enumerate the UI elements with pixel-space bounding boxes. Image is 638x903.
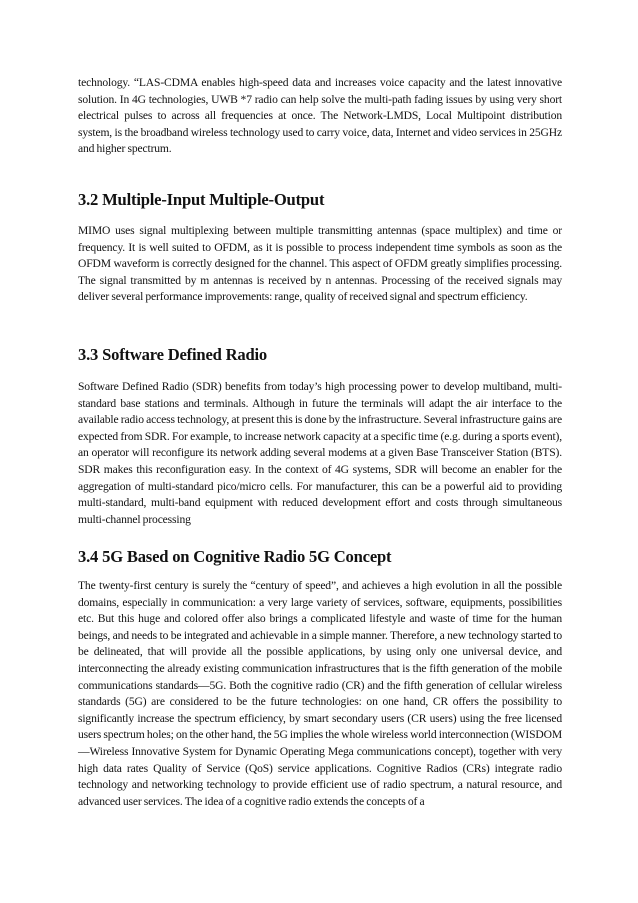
cognitive-paragraph: The twenty-first century is surely the “century of speed”, and achieves a high evolution in all the possible domains, especially in communication: a very large variety of services, software, equipments, possibilities etc. But this huge and colored offer also brings a complicated lifestyle and waste of time for the human beings, and needs to be integrated and achievable in a simple manner. Therefore, a new technology started to be delineated, that will provide all the possible applications, by using only one universal device, and interconnecting the already existing communication infrastructures that is the fifth generation of the mobile communications standards—5G. Both the cognitive radio (CR) and the fifth generation of cellular wireless standards (5G) are considered to be the future technologies: on one hand, CR offers the possibility to significantly increase the spectrum efficiency, by smart secondary users (CR users) using the free licensed users spectrum holes; on the other hand, the 5G implies the whole wireless world interconnection (WISDOM—Wireless Innovative System for Dynamic Operating Mega communications concept), together with very high data rates Quality of Service (QoS) service applications. Cognitive Radios (CRs) integrate radio technology and networking technology to provide efficient use of radio spectrum, a natural resource, and advanced user services. The idea of a cognitive radio extends the concepts of a: [78, 579, 562, 808]
sdr-paragraph: Software Defined Radio (SDR) benefits from today’s high processing power to develop multiband, multi-standard base stations and terminals. Although in future the terminals will adapt the air interface to the available radio access technology, at present this is done by the infrastructure. Several infrastructure gains are expected from SDR. For example, to increase network capacity at a specific time (e.g. during a sports event), an operator will reconfigure its network adding several modems at a given Base Transceiver Station (BTS). SDR makes this reconfiguration easy. In the context of 4G systems, SDR will become an enabler for the aggregation of multi-standard pico/micro cells. For manufacturer, this can be a powerful aid to providing multi-standard, multi-band equipment with reduced development effort and costs through simultaneous multi-channel processing: [78, 380, 562, 526]
section-heading-cognitive: 3.4 5G Based on Cognitive Radio 5G Concept: [78, 547, 392, 566]
intro-paragraph: technology. “LAS-CDMA enables high-speed data and increases voice capacity and the latest innovative solution. In 4G technologies, UWB *7 radio can help solve the multi-path fading issues by using very short electrical pulses to across all frequencies at once. The Network-LMDS, Local Multipoint distribution system, is the broadband wireless technology used to carry voice, data, Internet and video services in 25GHz and higher spectrum.: [78, 76, 562, 156]
section-heading-mimo: 3.2 Multiple-Input Multiple-Output: [78, 190, 325, 209]
mimo-paragraph: MIMO uses signal multiplexing between multiple transmitting antennas (space multiplex) and time or frequency. It is well suited to OFDM, as it is possible to process independent time symbols as soon as the OFDM waveform is correctly designed for the channel. This aspect of OFDM greatly simplifies processing. The signal transmitted by m antennas is received by n antennas. Processing of the received signals may deliver several performance improvements: range, quality of received signal and spectrum efficiency.: [78, 224, 562, 304]
section-heading-sdr: 3.3 Software Defined Radio: [78, 345, 267, 364]
